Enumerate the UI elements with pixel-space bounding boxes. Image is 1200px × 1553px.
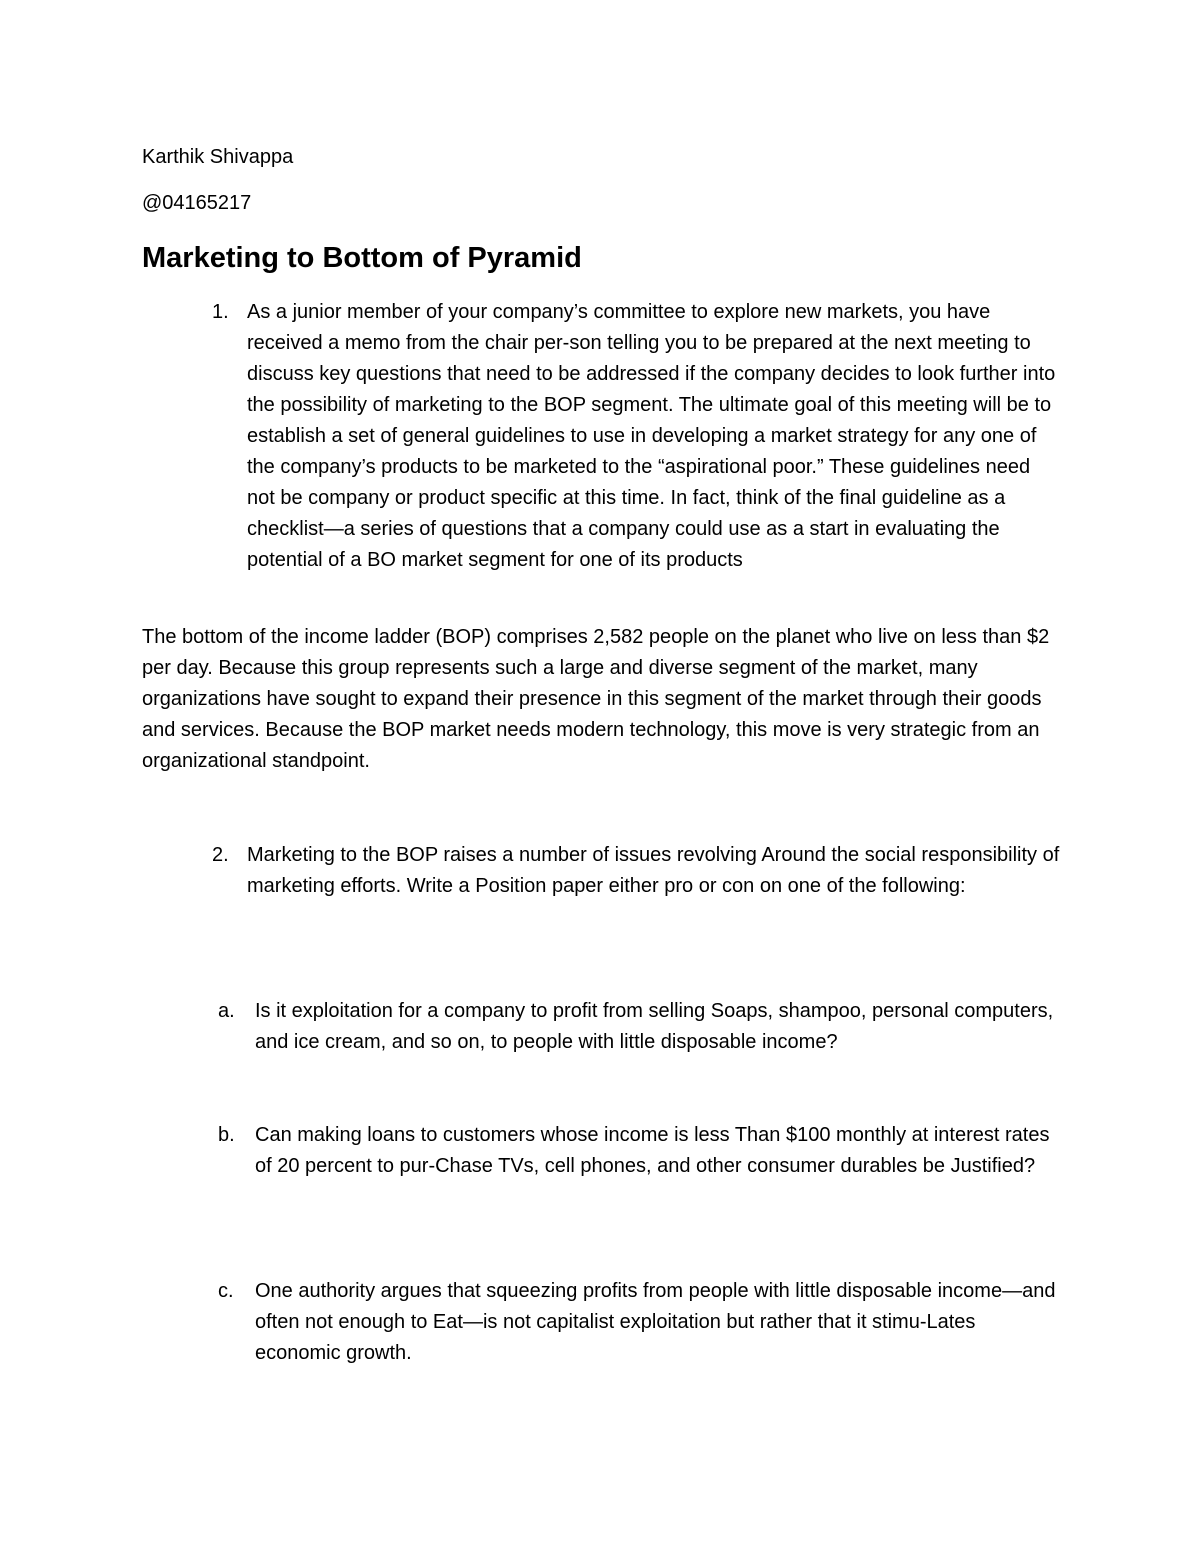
question-1-number: 1. (212, 301, 229, 323)
sub-question-a-marker: a. (218, 1000, 235, 1022)
student-id: @04165217 (142, 192, 252, 214)
sub-question-b-marker: b. (218, 1124, 235, 1146)
sub-question-b-text: Can making loans to customers whose income is less Than $100 monthly at interest rates of 20 percent to pur-Chase TVs, cell phones, and other consumer durables be Justified? (255, 1124, 1050, 1177)
sub-question-a-text: Is it exploitation for a company to profit from selling Soaps, shampoo, personal computers, and ice cream, and so on, to people with little disposable income? (255, 1000, 1054, 1053)
question-2-number: 2. (212, 844, 229, 866)
question-2-text: Marketing to the BOP raises a number of issues revolving Around the social responsibility of marketing efforts. Write a Position paper either pro or con on one of the following: (247, 844, 1060, 897)
question-1-text: As a junior member of your company’s committee to explore new markets, you have received a memo from the chair per-son telling you to be prepared at the next meeting to discuss key questions that need to be addressed if the company decides to look further into the possibility of marketing to the BOP segment. The ultimate goal of this meeting will be to establish a set of general guidelines to use in developing a market strategy for any one of the company’s products to be marketed to the “aspirational poor.” These guidelines need not be company or product specific at this time. In fact, think of the final guideline as a checklist—a series of questions that a company could use as a start in evaluating the potential of a BO market segment for one of its products (247, 301, 1056, 571)
author-name: Karthik Shivappa (142, 146, 294, 168)
sub-question-c-marker: c. (218, 1280, 234, 1302)
document-title: Marketing to Bottom of Pyramid (142, 242, 582, 274)
sub-question-c-text: One authority argues that squeezing profits from people with little disposable income—and often not enough to Eat—is not capitalist exploitation but rather that it stimu-Lates economic growth. (255, 1280, 1056, 1364)
answer-1-paragraph: The bottom of the income ladder (BOP) comprises 2,582 people on the planet who live on less than $2 per day. Because this group represents such a large and diverse segment of the market, many organizations have sought to expand their presence in this segment of the market through their goods and services. Because the BOP market needs modern technology, this move is very strategic from an organizational standpoint. (142, 626, 1050, 772)
